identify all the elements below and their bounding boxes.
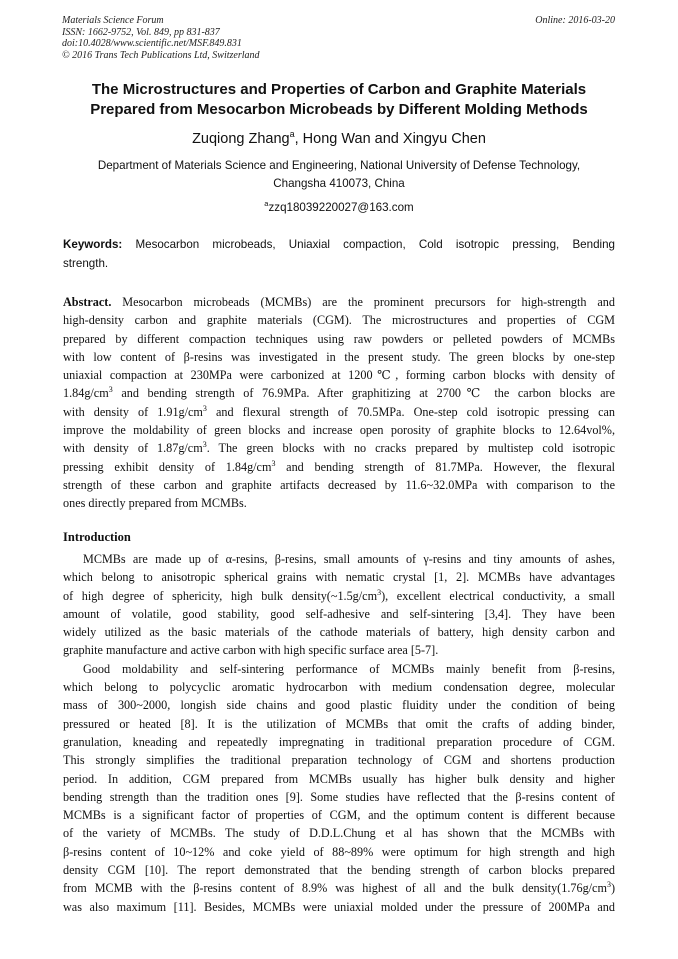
- abstract: [63, 293, 615, 513]
- intro-line: amount of volatile, good stability, good self-adhesive and self-sintering [3,4]. They have been: [63, 606, 615, 621]
- keywords-label: Keywords:: [63, 238, 123, 251]
- online-date: Online: 2016-03-20: [535, 15, 615, 26]
- intro-line: β-resins content of 10~12% and coke yield of 88~89% were optimum for high strength and high: [63, 844, 615, 859]
- keywords-line: Keywords: Mesocarbon microbeads, Uniaxial compaction, Cold isotropic pressing, Bending: [63, 238, 615, 251]
- intro-line: which belong to polycyclic aromatic hydrocarbon with medium condensation degree, molecular: [63, 680, 615, 695]
- intro-line: density CGM [10]. The report demonstrated that the bending strength of carbon blocks prepared: [63, 863, 615, 878]
- intro-line: graphite manufacture and active carbon with high specific surface area [5-7].: [63, 643, 439, 658]
- intro-line: was also maximum [11]. Besides, MCMBs were uniaxial molded under the pressure of 200MPa and: [63, 899, 615, 914]
- copyright: © 2016 Trans Tech Publications Ltd, Switzerland: [62, 49, 260, 61]
- title-line: Prepared from Mesocarbon Microbeads by Different Molding Methods: [90, 101, 588, 118]
- email-address[interactable]: zzq18039220027@163.com: [268, 201, 414, 214]
- author-affiliation-mark: a: [289, 129, 295, 139]
- intro-line: pressured or heated [8]. It is the utilization of MCMBs that omit the crafts of adding binder,: [63, 716, 615, 731]
- abstract-line: ones directly prepared from MCMBs.: [63, 496, 247, 511]
- intro-line: of the variety of MCMBs. The study of D.D.L.Chung et al has shown that the MCMBs with: [63, 826, 615, 841]
- journal-name: Materials Science Forum: [62, 15, 164, 26]
- intro-line: widely utilized as the basic materials of the cathode materials of battery, high density carbon and: [63, 625, 615, 640]
- intro-line: This strongly simplifies the traditional preparation technology of CGM and shortens production: [63, 753, 615, 768]
- doi[interactable]: doi:10.4028/www.scientific.net/MSF.849.831: [62, 38, 242, 50]
- abstract-line: strength of these carbon and graphite artifacts decreased by 11.6~32.0MPa with comparison to the: [63, 477, 615, 492]
- affiliation: [40, 157, 638, 193]
- intro-line: which belong to anisotropic spherical grains with nematic crystal [1, 2]. MCMBs have advantages: [63, 570, 615, 585]
- intro-line: mass of 300~2000, longish side chains and good plastic fluidity under the condition of being: [63, 698, 615, 713]
- abstract-line: with density of $1.91g/cm^3$ and flexural strength of 70.5MPa. One-step cold isotropic pressing can: [63, 403, 615, 419]
- abstract-line: $1.84g/cm^3$ and bending strength of 76.9MPa. After graphitizing at 2700℃ the carbon blocks are: [63, 385, 615, 401]
- abstract-line: with density of $1.87g/cm^3$. The green blocks with no cracks prepared by multistep cold isotropic: [63, 440, 615, 456]
- author-rest: , Hong Wan and Xingyu Chen: [294, 131, 486, 147]
- intro-line: Good moldability and self-sintering performance of MCMBs mainly benefit from β-resins,: [83, 661, 615, 676]
- abstract-line: high-density carbon and graphite materials (CGM). The microstructures and properties of CGM: [63, 313, 615, 328]
- abstract-line: Abstract. Mesocarbon microbeads (MCMBs) are the prominent precursors for high-strength and: [63, 295, 615, 309]
- issn-volume: ISSN: 1662-9752, Vol. 849, pp 831-837: [62, 26, 220, 38]
- affiliation-line: Changsha 410073, China: [273, 177, 405, 190]
- section-heading-introduction: Introduction: [63, 530, 131, 544]
- abstract-line: with low content of β-resins was investigated in the present study. The green blocks by one-step: [63, 349, 615, 364]
- abstract-label: Abstract.: [63, 295, 112, 309]
- abstract-line: uniaxial compaction at 230MPa were carbonized at 1200℃, forming carbon blocks with density of: [63, 368, 615, 383]
- author-first: Zuqiong Zhang: [192, 131, 290, 147]
- introduction-body: [63, 550, 615, 916]
- abstract-line: improve the moldability of green blocks and increase open porosity of graphite blocks to 12.64vol%,: [63, 423, 615, 438]
- intro-line: MCMBs are made up of α-resins, β-resins, small amounts of γ-resins and tiny amounts of ashes,: [83, 552, 615, 566]
- intro-line: of high degree of sphericity, high bulk $density(\sim 1.5g/cm^3)$, excellent electrical conductivity, a small: [63, 587, 616, 603]
- intro-line: bending strength than the tradition ones [9]. Some studies have reflected that the β-resins content of: [63, 789, 615, 804]
- intro-line: from MCMB with the β-resins content of 8.9% was highest of all and the bulk $density(1.76g/cm^3)$: [63, 880, 615, 896]
- email-mark: a: [264, 199, 269, 208]
- intro-line: period. In addition, CGM prepared from MCMBs usually has higher bulk density and higher: [63, 771, 615, 786]
- abstract-line: pressing exhibit density of $1.84g/cm^3$ and bending strength of 81.7MPa. However, the flexural: [63, 458, 615, 474]
- author-email: [40, 199, 638, 217]
- paper-title: [40, 80, 638, 120]
- keywords-line: strength.: [63, 256, 109, 270]
- title-line: The Microstructures and Properties of Carbon and Graphite Materials: [91, 81, 587, 98]
- keywords-block: [63, 236, 615, 273]
- affiliation-line: Department of Materials Science and Engineering, National University of Defense Technology,: [97, 159, 581, 172]
- abstract-line: prepared by different compaction techniques using raw powders or pelleted powders of MCMBs: [63, 331, 615, 346]
- publication-info: [62, 15, 260, 61]
- intro-line: granulation, kneading and repeatedly impregnating in traditional preparation procedure of CGM.: [63, 734, 615, 749]
- intro-line: MCMBs is a significant factor of properties of CGM, and the optimum content is different because: [63, 808, 615, 823]
- author-list: [40, 129, 638, 149]
